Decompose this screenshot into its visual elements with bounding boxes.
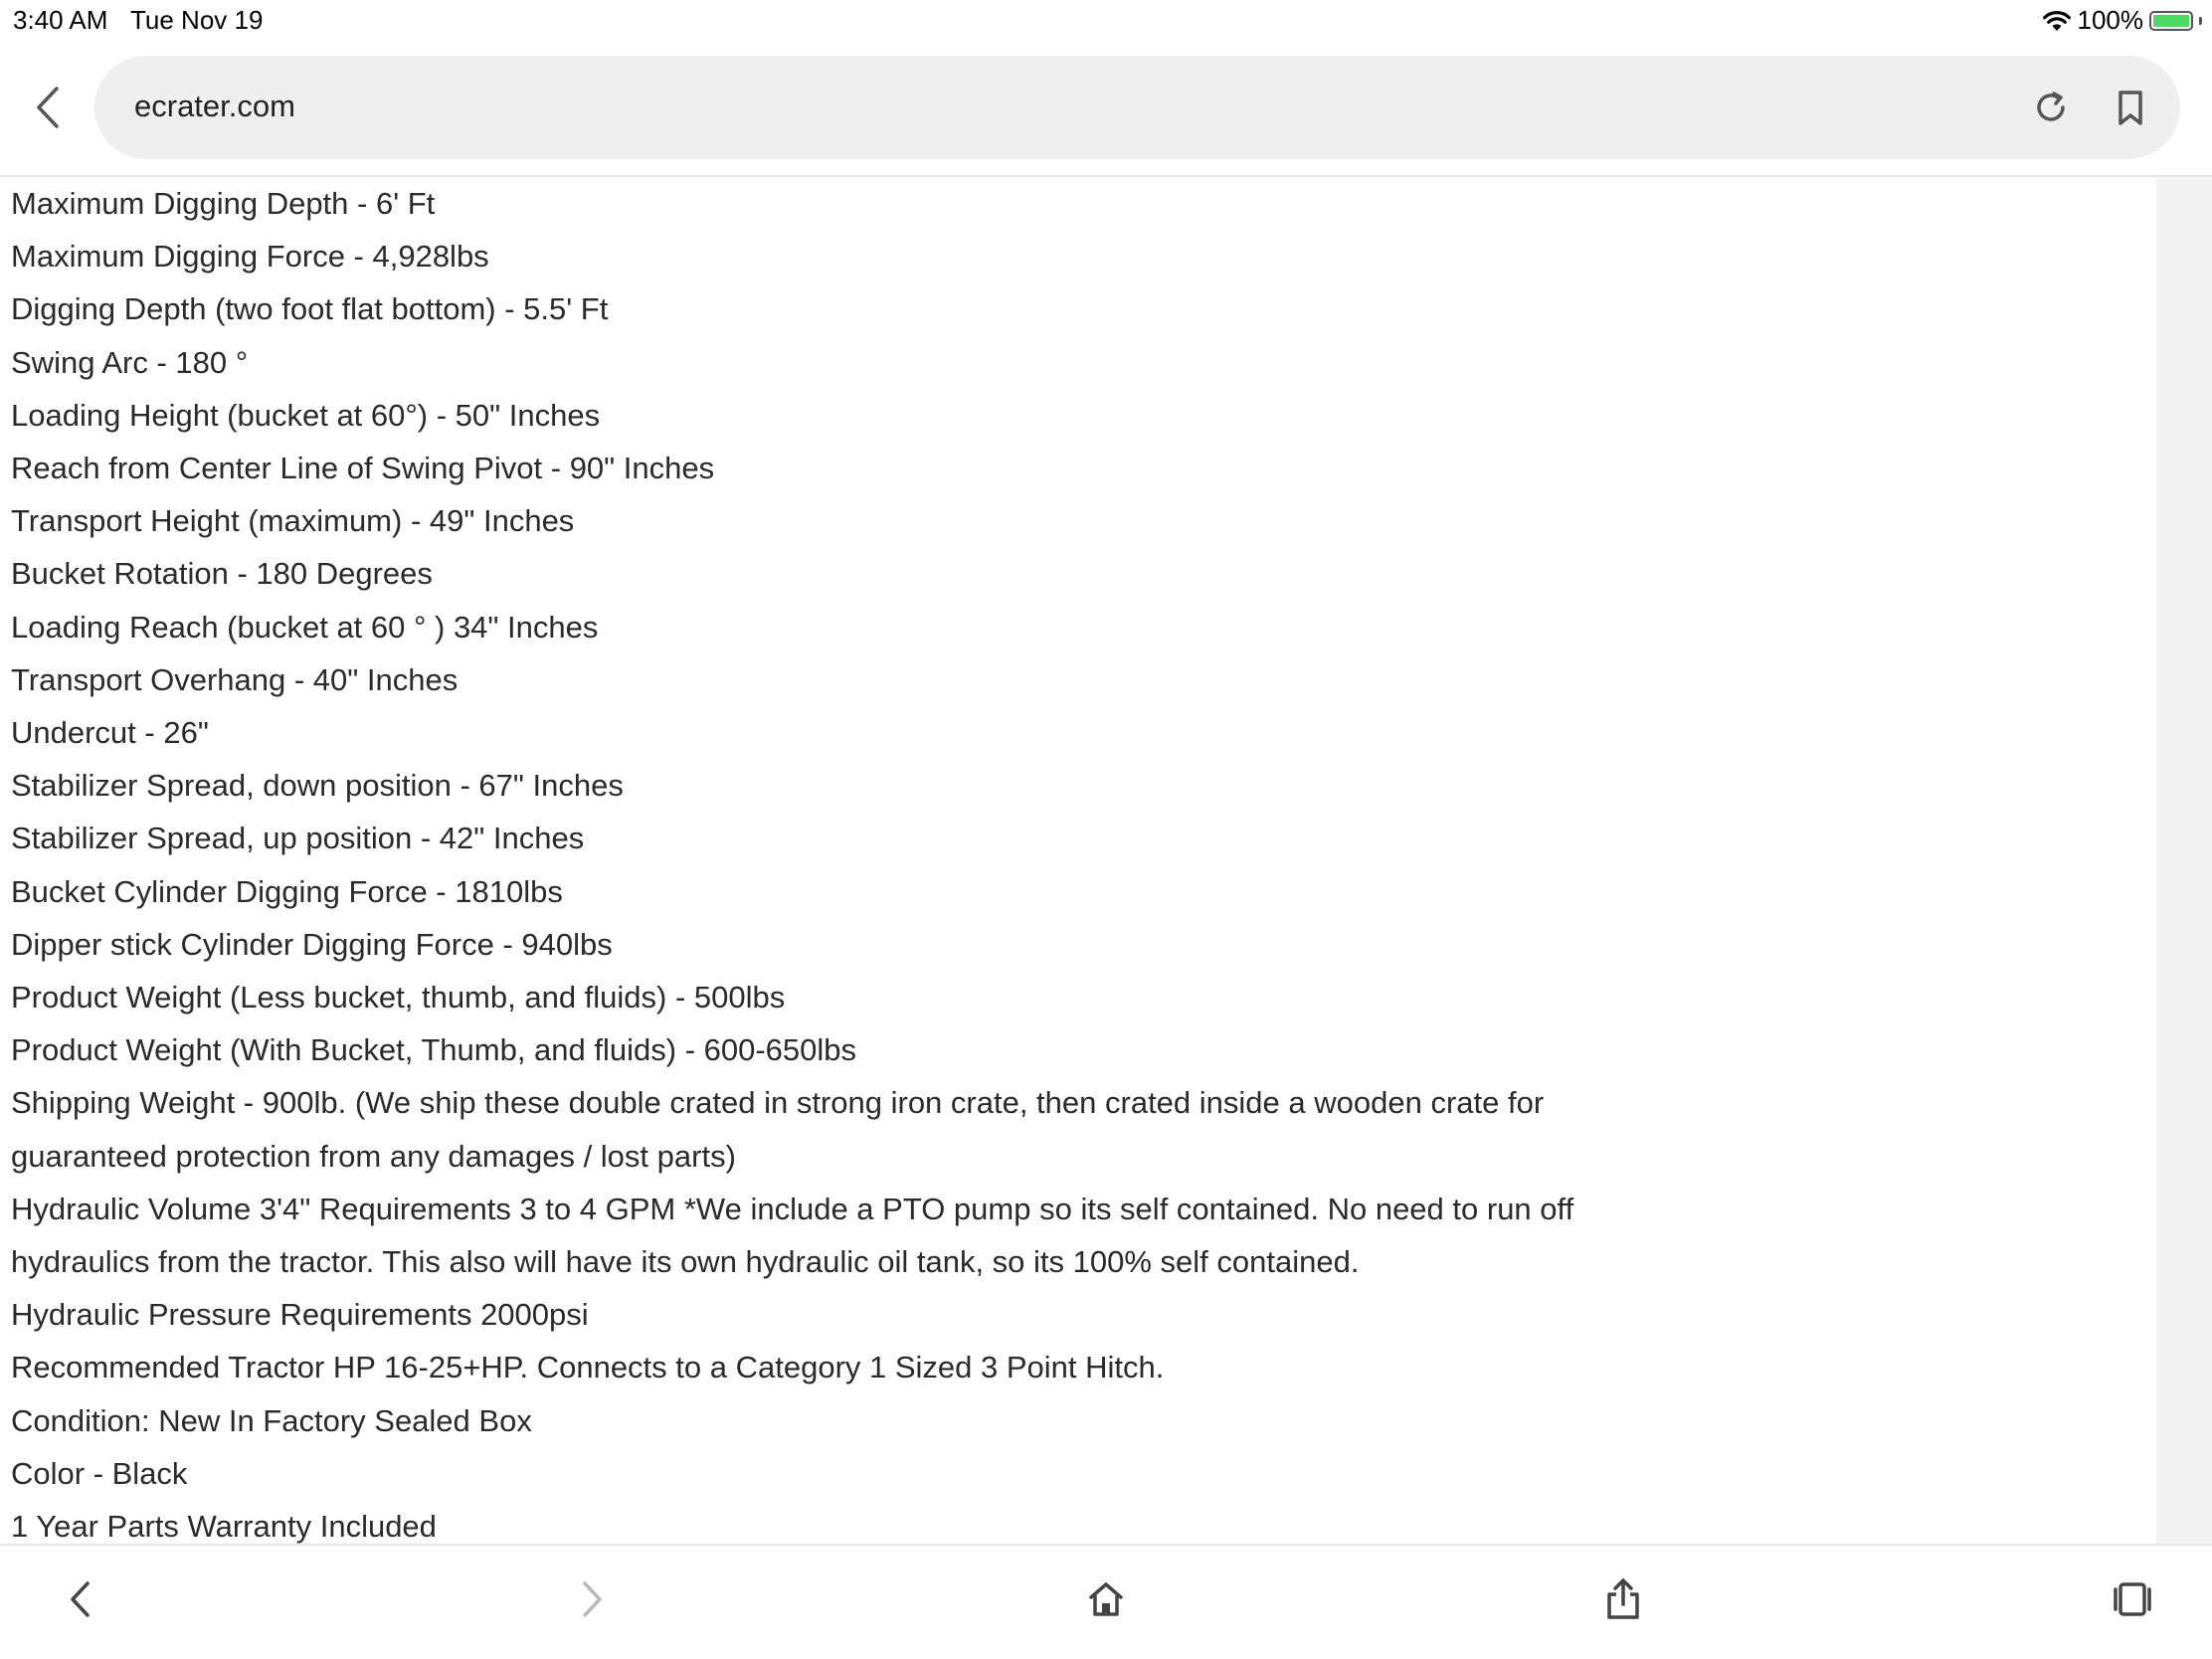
spec-item: Dipper stick Cylinder Digging Force - 940lbs — [11, 926, 613, 962]
spec-list — [0, 177, 1682, 1544]
spec-item: Hydraulic Volume 3'4" Requirements 3 to 4 GPM *We include a PTO pump so its self contained. No need to run off hydraulics from the tractor. This also will have its own hydraulic oil tank, so its 100% self contained. — [11, 1191, 1574, 1280]
spec-item: Product Weight (With Bucket, Thumb, and fluids) - 600-650lbs — [11, 1032, 857, 1068]
spec-item: Stabilizer Spread, down position - 67" Inches — [11, 768, 624, 804]
spec-item: Transport Height (maximum) - 49" Inches — [11, 503, 575, 539]
status-time: 3:40 AM — [13, 5, 108, 35]
spec-item: Recommended Tractor HP 16-25+HP. Connects to a Category 1 Sized 3 Point Hitch. — [11, 1350, 1165, 1385]
spec-item: Transport Overhang - 40" Inches — [11, 661, 459, 697]
spec-item: Reach from Center Line of Swing Pivot - 90" Inches — [11, 451, 715, 486]
spec-item: Color - Black — [11, 1455, 188, 1491]
spec-item: Bucket Rotation - 180 Degrees — [11, 556, 433, 592]
chevron-left-icon — [35, 86, 61, 129]
share-icon — [1603, 1577, 1643, 1621]
spec-item: Hydraulic Pressure Requirements 2000psi — [11, 1297, 589, 1333]
status-date: Tue Nov 19 — [130, 5, 264, 35]
bottom-toolbar — [0, 1546, 2212, 1659]
bookmark-button[interactable] — [2109, 86, 2152, 129]
spec-item: Swing Arc - 180 ° — [11, 344, 249, 380]
toolbar-forward-button[interactable] — [569, 1575, 617, 1623]
spec-item: Bucket Cylinder Digging Force - 1810lbs — [11, 873, 563, 909]
spec-item: Loading Reach (bucket at 60 ° ) 34" Inches — [11, 609, 599, 645]
status-indicators — [2042, 5, 2203, 36]
spec-item: Loading Height (bucket at 60°) - 50" Inches — [11, 397, 601, 433]
battery-icon — [2149, 11, 2193, 31]
spec-item: 1 Year Parts Warranty Included — [11, 1509, 437, 1544]
home-icon — [1086, 1579, 1126, 1619]
spec-item: Condition: New In Factory Sealed Box — [11, 1402, 532, 1438]
tabs-icon — [2111, 1579, 2154, 1619]
spec-item: Shipping Weight - 900lb. (We ship these double crated in strong iron crate, then crated inside a wooden crate for guaranteed protection from any damages / lost parts) — [11, 1085, 1545, 1174]
browser-back-button[interactable] — [28, 80, 68, 135]
bookmark-icon — [2109, 86, 2152, 129]
chevron-left-icon — [68, 1579, 92, 1619]
page-content — [0, 177, 2156, 1544]
toolbar-tabs-button[interactable] — [2109, 1575, 2156, 1623]
url-text[interactable]: ecrater.com — [134, 89, 295, 123]
spec-item: Maximum Digging Force - 4,928lbs — [11, 239, 489, 275]
toolbar-back-button[interactable] — [56, 1575, 103, 1623]
battery-tip — [2199, 17, 2202, 25]
reload-icon — [2029, 86, 2073, 129]
scroll-track[interactable] — [2156, 177, 2212, 1544]
address-bar[interactable] — [94, 56, 2180, 159]
spec-item: Stabilizer Spread, up position - 42" Inches — [11, 821, 585, 856]
status-bar — [0, 0, 2212, 44]
chevron-right-icon — [581, 1579, 605, 1619]
spec-item: Undercut - 26" — [11, 715, 209, 751]
battery-percent: 100% — [2077, 5, 2143, 35]
spec-item: Product Weight (Less bucket, thumb, and fluids) - 500lbs — [11, 980, 786, 1015]
battery-fill — [2153, 15, 2189, 27]
spec-item: Maximum Digging Depth - 6' Ft — [11, 186, 436, 221]
wifi-icon — [2042, 9, 2072, 33]
reload-button[interactable] — [2029, 86, 2073, 129]
spec-item: Digging Depth (two foot flat bottom) - 5.5' Ft — [11, 291, 609, 327]
toolbar-share-button[interactable] — [1599, 1575, 1647, 1623]
toolbar-home-button[interactable] — [1082, 1575, 1130, 1623]
